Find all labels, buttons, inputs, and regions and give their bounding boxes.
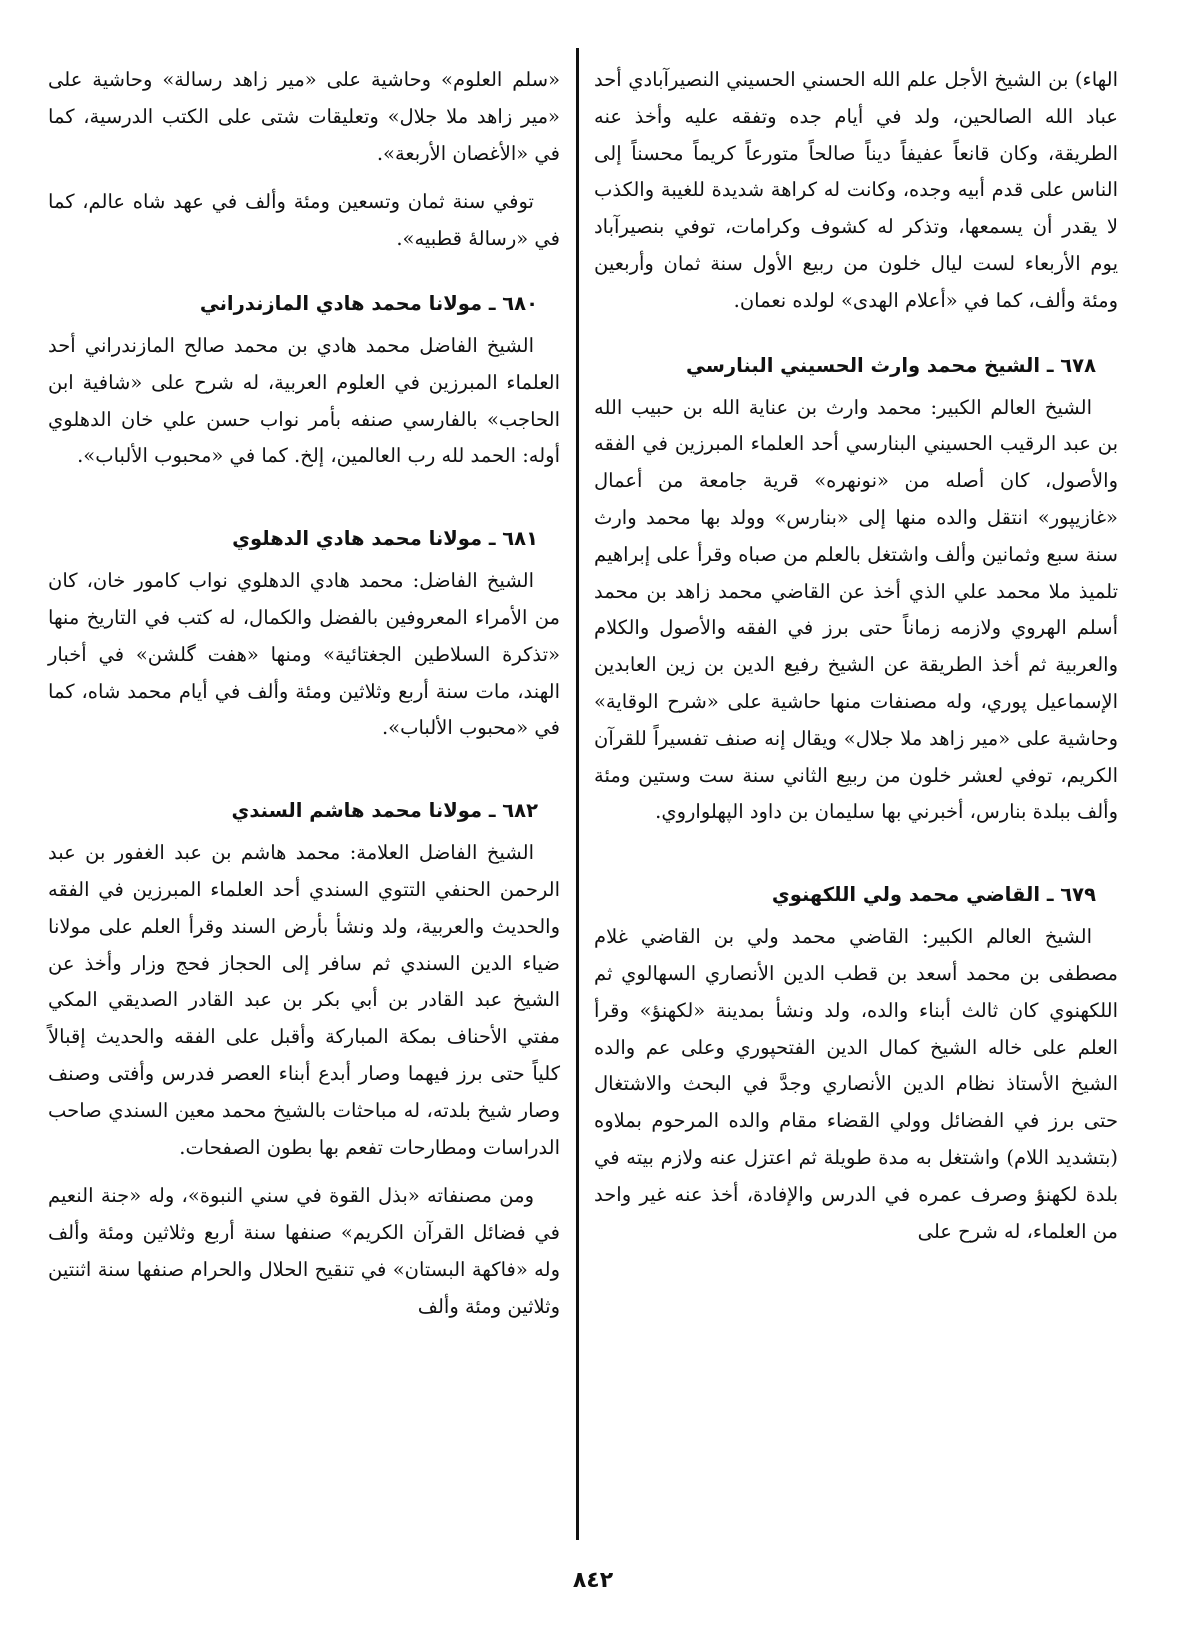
entry-680-text: الشيخ الفاضل محمد هادي بن محمد صالح المازندراني أحد العلماء المبرزين في العلوم العربية، له شرح على «شافية ابن الحاجب» بالفارسي صنفه بأمر نواب حسن علي خان الدهلوي أوله: الحمد لله رب العالمين، إلخ. كما في «محبوب الألباب». — [48, 333, 560, 468]
entry-679-text: الشيخ العالم الكبير: القاضي محمد ولي بن القاضي غلام مصطفى بن محمد أسعد بن قطب الدين الأنصاري السهالوي ثم اللكهنوي كان ثالث أبناء والده، ولد ونشأ بمدينة «لكهنؤ» وقرأ العلم على خاله الشيخ كمال الدين الفتحپوري وعلى عم والده الشيخ الأستاذ نظام الدين الأنصاري وجدَّ في البحث والاشتغال حتى برز في الفضائل وولي القضاء مقام والده المرحوم بملاوه (بتشديد اللام) واشتغل به مدة طويلة ثم اعتزل عنه ولازم بيته في بلدة لكهنؤ وصرف عمره في الدرس والإفادة، أخذ عنه غير واحد من العلماء، له شرح على — [594, 925, 1118, 1243]
entry-680-heading: ٦٨٠ ـ مولانا محمد هادي المازندراني — [199, 291, 538, 315]
continuation-paragraph-2: توفي سنة ثمان وتسعين ومئة وألف في عهد شاه عالم، كما في «رسالهٔ قطبيه». — [48, 190, 560, 251]
paragraph-gap — [48, 1166, 560, 1178]
entry-679-heading: ٦٧٩ ـ القاضي محمد ولي اللكهنوي — [771, 883, 1096, 907]
entry-682-text: الشيخ الفاضل العلامة: محمد هاشم بن عبد الغفور بن عبد الرحمن الحنفي التتوي السندي أحد العلماء المبرزين في الفقه والحديث والعربية، ولد ونشأ بأرض السند وقرأ العلم على مولانا ضياء الدين السندي ثم سافر إلى الحجاز فحج وزار وأخذ عن الشيخ عبد القادر بن أبي بكر بن عبد القادر الصديقي المكي مفتي الأحناف بمكة المباركة وأقبل على الفقه والحديث إقبالاً كلياً حتى برز فيهما وصار أبدع أبناء العصر فدرس وأفتى وصنف وصار شيخ بلدته، له مباحثات بالشيخ محمد معين السندي صاحب الدراسات ومطارحات تفعم بها بطون الصفحات. — [48, 841, 560, 1159]
column-divider — [576, 48, 579, 1540]
entry-678-heading: ٦٧٨ ـ الشيخ محمد وارث الحسيني البنارسي — [686, 353, 1096, 377]
right-column — [594, 62, 1118, 1250]
entry-682-text-continued: ومن مصنفاته «بذل القوة في سني النبوة»، وله «جنة النعيم في فضائل القرآن الكريم» صنفها سنة أربع وثلاثين ومئة وألف وله «فاكهة البستان» في تنقيح الحلال والحرام صنفها سنة اثنتين وثلاثين ومئة وألف — [48, 1184, 560, 1318]
intro-paragraph: الهاء) بن الشيخ الأجل علم الله الحسني الحسيني النصيرآبادي أحد عباد الله الصالحين، ولد في أيام جده وتفقه عليه وأخذ عنه الطريقة، وكان قانعاً عفيفاً ديناً صالحاً متورعاً كريماً محسناً إلى الناس على قدم أبيه وجده، وكانت له كراهة شديدة للغيبة والكذب لا يقدر أن يسمعها، وتذكر له كشوف وكرامات، توفي بنصيرآباد يوم الأربعاء لست ليال خلون من ربيع الأول سنة ثمان وأربعين ومئة وألف، كما في «أعلام الهدى» لولده نعمان. — [594, 68, 1118, 312]
continuation-paragraph-1: «سلم العلوم» وحاشية على «مير زاهد رسالة» وحاشية على «مير زاهد ملا جلال» وتعليقات شتى على الكتب الدرسية، كما في «الأغصان الأربعة». — [48, 68, 560, 165]
entry-681-text: الشيخ الفاضل: محمد هادي الدهلوي نواب كامور خان، كان من الأمراء المعروفين بالفضل والكمال، له كتب في التاريخ منها «تذكرة السلاطين الجغتائية» ومنها «هفت گلشن» في أخبار الهند، مات سنة أربع وثلاثين ومئة وألف في أيام محمد شاه، كما في «محبوب الألباب». — [48, 569, 560, 740]
entry-682-heading: ٦٨٢ ـ مولانا محمد هاشم السندي — [231, 799, 538, 823]
left-column — [48, 62, 560, 1326]
entry-681-heading: ٦٨١ ـ مولانا محمد هادي الدهلوي — [232, 527, 538, 551]
entry-678-text: الشيخ العالم الكبير: محمد وارث بن عناية الله بن حبيب الله بن عبد الرقيب الحسيني البنارسي أحد العلماء المبرزين في الفقه والأصول، كان أصله من «نونهره» قرية جامعة من أعمال «غازيپور» انتقل والده منها إلى «بنارس» وولد بها محمد وارث سنة سبع وثمانين وألف واشتغل بالعلم من صباه وقرأ على إبراهيم تلميذ ملا محمد علي الذي أخذ عن القاضي محمد زاهد بن محمد أسلم الهروي ولازمه زماناً حتى برز في الفقه والأصول والكلام والعربية ثم أخذ الطريقة عن الشيخ رفيع الدين بن زين العابدين الإسماعيل پوري، وله مصنفات منها حاشية على «شرح الوقاية» وحاشية على «مير زاهد ملا جلال» ويقال إنه صنف تفسيراً للقرآن الكريم، توفي لعشر خلون من ربيع الثاني سنة ست وستين ومئة وألف ببلدة بنارس، أخبرني بها سليمان بن داود الپهلواروي. — [594, 395, 1118, 824]
paragraph-gap — [48, 172, 560, 184]
page-number: ٨٤٢ — [572, 1568, 614, 1593]
